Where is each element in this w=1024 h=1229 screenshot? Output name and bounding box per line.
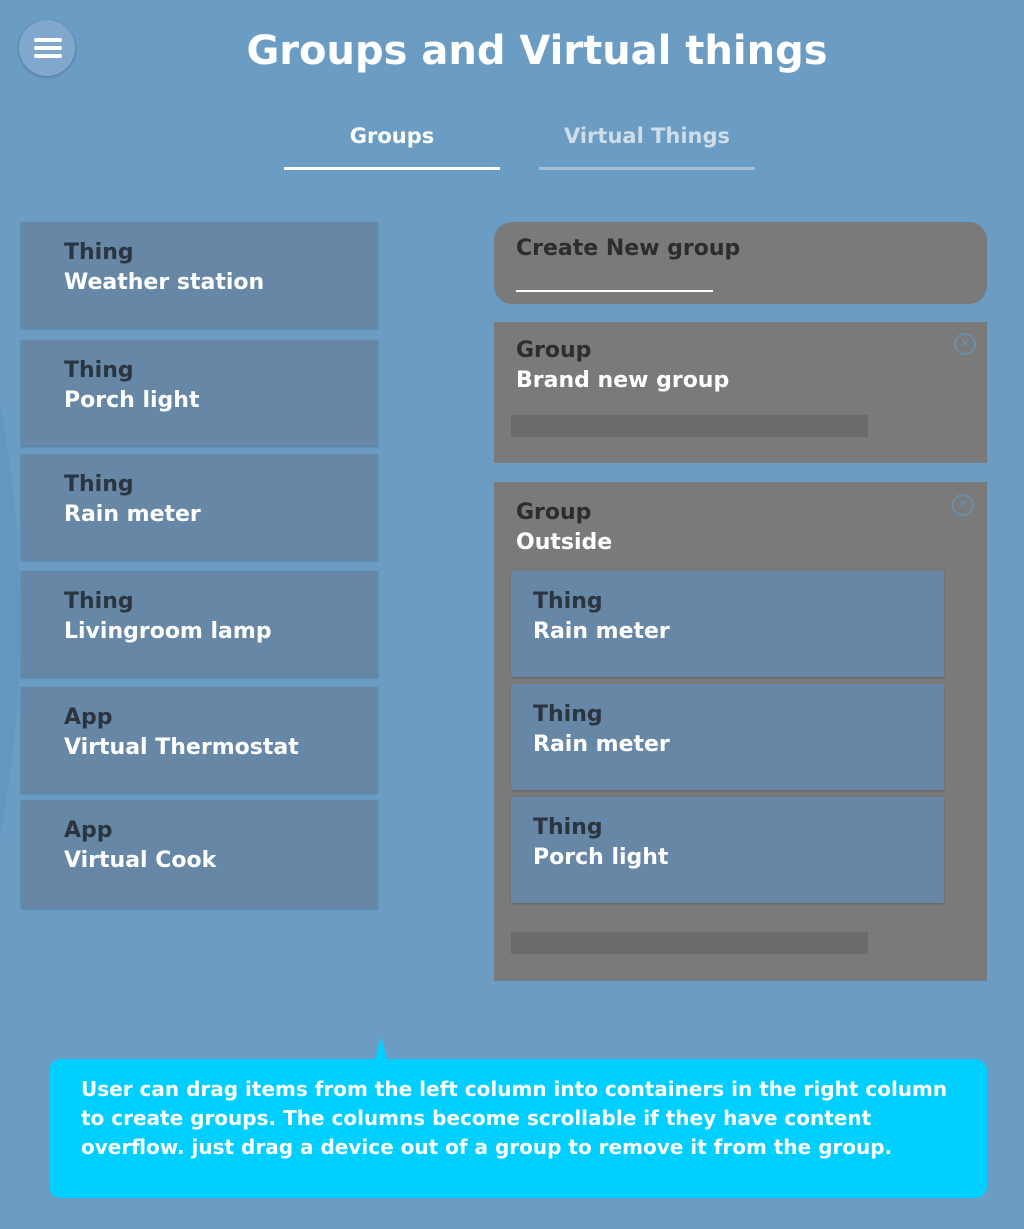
close-circle-icon[interactable]: ✕: [952, 494, 974, 516]
card-name: Rain meter: [533, 732, 670, 757]
group-drop-zone[interactable]: [511, 932, 868, 954]
group-item-rain-meter[interactable]: [511, 571, 944, 677]
group-kind: Group: [516, 500, 592, 525]
thing-card-livingroom-lamp[interactable]: [21, 571, 378, 677]
group-item-rain-meter[interactable]: [511, 684, 944, 790]
help-tooltip: [49, 1059, 987, 1198]
card-kind: Thing: [533, 589, 603, 614]
card-name: Virtual Thermostat: [64, 735, 299, 760]
card-name: Porch light: [64, 388, 200, 413]
create-new-group-label: Create New group: [516, 236, 741, 261]
card-kind: Thing: [533, 702, 603, 727]
create-new-group[interactable]: [494, 222, 987, 304]
card-name: Virtual Cook: [64, 848, 217, 873]
tooltip-text: User can drag items from the left column into containers in the right column to create groups. The columns become scrollable if they have content overflow. just drag a device out of a group to remove it from the group.: [81, 1077, 948, 1159]
group-container-outside[interactable]: [494, 482, 987, 981]
tab-virtual-things-label: Virtual Things: [563, 124, 731, 148]
card-name: Rain meter: [64, 502, 201, 527]
new-group-name-input[interactable]: [516, 276, 713, 292]
card-kind: Thing: [64, 358, 134, 383]
thing-card-weather-station[interactable]: [21, 222, 378, 328]
group-name: Outside: [516, 530, 613, 555]
app-card-virtual-thermostat[interactable]: [21, 687, 378, 793]
card-name: Weather station: [64, 270, 265, 295]
card-kind: App: [64, 705, 113, 730]
card-name: Rain meter: [533, 619, 670, 644]
tab-virtual-things-underline: [539, 167, 755, 170]
app-card-virtual-cook[interactable]: [21, 800, 378, 908]
group-name: Brand new group: [516, 368, 730, 393]
tab-groups[interactable]: [284, 124, 500, 170]
background-shape: [0, 120, 20, 1120]
group-container-brand-new-group[interactable]: [494, 322, 987, 463]
tab-groups-underline: [284, 167, 500, 170]
group-kind: Group: [516, 338, 592, 363]
card-kind: Thing: [533, 815, 603, 840]
card-name: Livingroom lamp: [64, 619, 272, 644]
tab-groups-label: Groups: [349, 124, 435, 148]
tab-virtual-things[interactable]: [539, 124, 755, 170]
close-circle-icon[interactable]: ✕: [954, 333, 976, 355]
thing-card-rain-meter[interactable]: [21, 454, 378, 560]
group-drop-zone[interactable]: [511, 415, 868, 437]
page-title: Groups and Virtual things: [246, 28, 828, 74]
card-kind: Thing: [64, 240, 134, 265]
group-item-porch-light[interactable]: [511, 797, 944, 903]
card-kind: App: [64, 818, 113, 843]
card-kind: Thing: [64, 472, 134, 497]
card-kind: Thing: [64, 589, 134, 614]
tooltip-arrow: [375, 1037, 387, 1059]
thing-card-porch-light[interactable]: [21, 340, 378, 446]
card-name: Porch light: [533, 845, 669, 870]
